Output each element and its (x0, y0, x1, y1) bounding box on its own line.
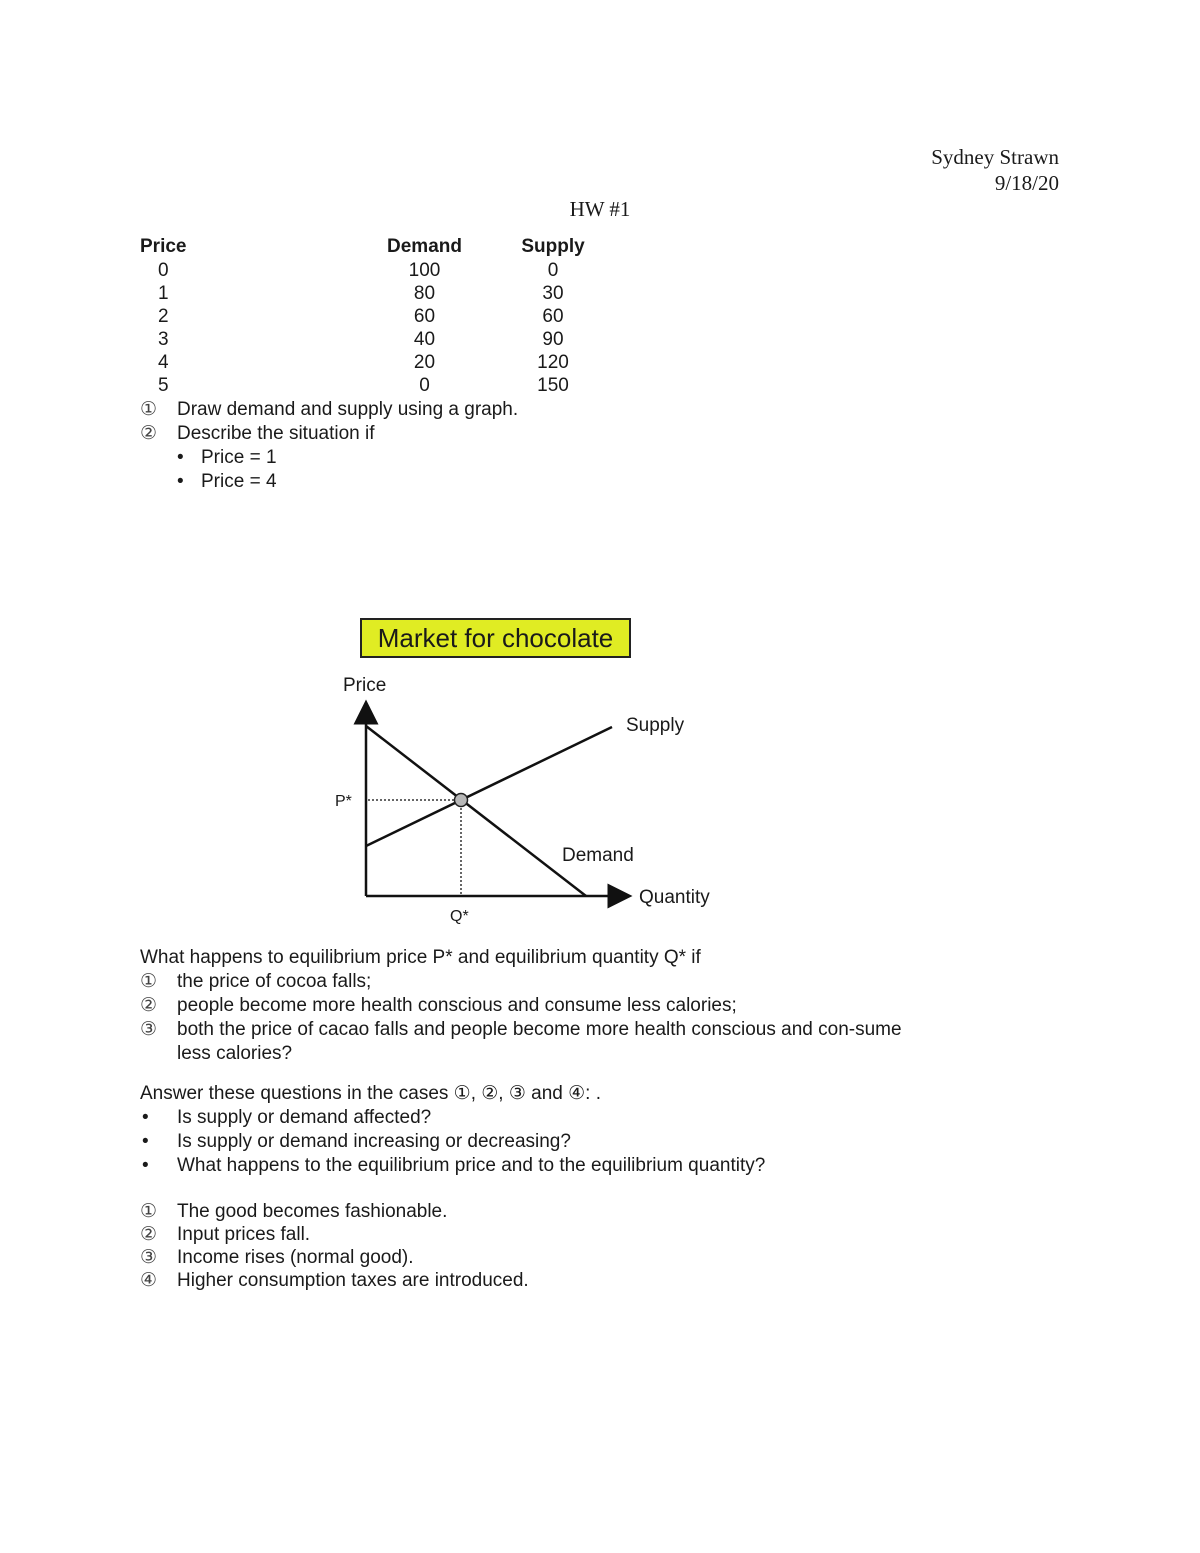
cases-list (140, 1200, 940, 1292)
supply-curve (366, 727, 612, 846)
list-item (140, 1200, 940, 1223)
case-text: Higher consumption taxes are introduced. (177, 1270, 529, 1291)
demand-curve (366, 726, 586, 896)
header-demand: Demand (387, 235, 462, 257)
bullet-icon: • (142, 1155, 149, 1176)
cell-demand: 40 (413, 328, 436, 350)
bullet-icon: • (142, 1107, 149, 1128)
author-name: Sydney Strawn (931, 145, 1059, 169)
cell-supply: 60 (542, 305, 564, 327)
bullet-icon: • (177, 447, 184, 468)
cell-price: 0 (158, 259, 169, 281)
header-supply: Supply (521, 235, 585, 257)
list-item (140, 1154, 940, 1178)
list-item (140, 1223, 940, 1246)
case-text: Income rises (normal good). (177, 1247, 414, 1268)
bullet-icon: • (177, 471, 184, 492)
bullet-text: Price = 4 (201, 471, 277, 492)
circled-two-marker: ② (140, 995, 158, 1016)
list-item (140, 1246, 940, 1269)
q-star-label: Q* (450, 908, 469, 925)
cell-demand: 20 (413, 351, 436, 373)
cell-price: 1 (158, 282, 169, 304)
bullet-text: Is supply or demand affected? (177, 1107, 432, 1128)
p-star-label: P* (335, 793, 352, 810)
supply-label: Supply (626, 715, 685, 736)
circled-one-marker: ① (140, 971, 158, 992)
question-text: the price of cocoa falls; (177, 971, 372, 992)
circled-two-marker: ② (140, 423, 158, 444)
bullet-icon: • (142, 1131, 149, 1152)
question-text: Describe the situation if (177, 423, 375, 444)
list-item (140, 1018, 940, 1066)
date: 9/18/20 (994, 171, 1059, 195)
cell-supply: 150 (537, 374, 569, 396)
circled-one-marker: ① (140, 1201, 158, 1222)
demand-label: Demand (562, 845, 634, 866)
circled-three-marker: ③ (140, 1247, 158, 1268)
homework-title: HW #1 (569, 197, 631, 221)
cell-price: 4 (158, 351, 169, 373)
case-text: The good becomes fashionable. (177, 1201, 448, 1222)
circled-one-marker: ① (140, 399, 158, 420)
bullet-text: Is supply or demand increasing or decreasing? (177, 1131, 571, 1152)
circled-two-marker: ② (140, 1224, 158, 1245)
cell-price: 5 (158, 374, 169, 396)
question-text: people become more health conscious and consume less calories; (177, 995, 737, 1016)
questions-three (140, 1082, 940, 1178)
questions-two (140, 946, 940, 1066)
case-text: Input prices fall. (177, 1224, 311, 1245)
cell-price: 2 (158, 305, 169, 327)
cell-supply: 30 (542, 282, 564, 304)
circled-four-marker: ④ (140, 1270, 158, 1291)
cell-supply: 90 (542, 328, 564, 350)
list-item (140, 1269, 940, 1292)
header-price: Price (140, 235, 187, 257)
questions-intro: What happens to equilibrium price P* and equilibrium quantity Q* if (140, 947, 701, 968)
cell-supply: 120 (537, 351, 569, 373)
list-item (140, 970, 940, 994)
question-text: Draw demand and supply using a graph. (177, 399, 519, 420)
list-item (140, 994, 940, 1018)
chart-title: Market for chocolate (360, 618, 631, 658)
questions-intro: Answer these questions in the cases ①, ②, ③ and ④: . (140, 1083, 602, 1104)
list-item (140, 1106, 940, 1130)
equilibrium-point (455, 794, 468, 807)
x-axis-label: Quantity (639, 887, 710, 908)
bullet-text: Price = 1 (201, 447, 277, 468)
question-text: both the price of cacao falls and people become more health conscious and con-sume less calories? (177, 1019, 902, 1064)
cell-demand: 100 (408, 259, 441, 281)
cell-price: 3 (158, 328, 169, 350)
cell-supply: 0 (547, 259, 559, 281)
list-item (140, 1130, 940, 1154)
cell-demand: 0 (419, 374, 430, 396)
cell-demand: 80 (413, 282, 436, 304)
y-axis-label: Price (343, 675, 387, 696)
circled-three-marker: ③ (140, 1019, 158, 1040)
cell-demand: 60 (413, 305, 436, 327)
bullet-text: What happens to the equilibrium price and to the equilibrium quantity? (177, 1155, 766, 1176)
